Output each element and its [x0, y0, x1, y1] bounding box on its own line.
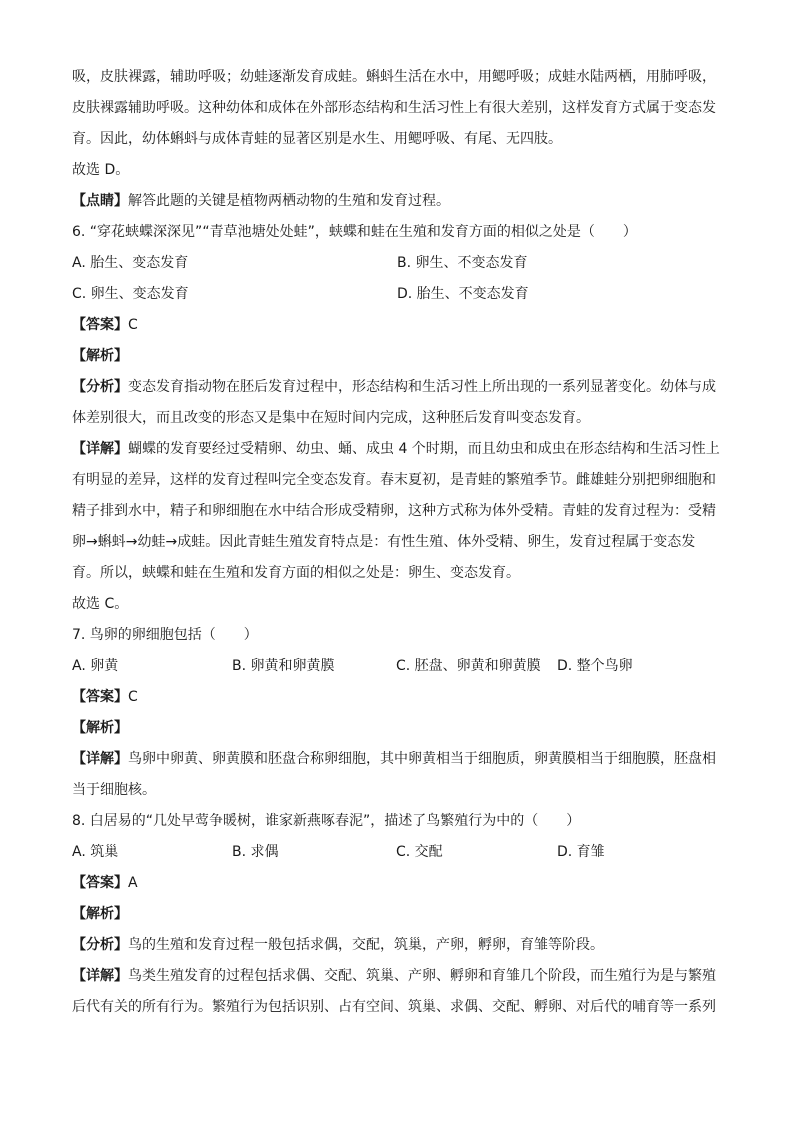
q7-detail-line-2: 当于细胞核。	[72, 782, 156, 798]
q7-jiexi-heading: 【解析】	[72, 720, 128, 736]
q5-text-line-1: 吸，皮肤裸露，辅助呼吸；幼蛙逐渐发育成蛙。蝌蚪生活在水中，用鳃呼吸；成蛙水陆两栖，用肺呼吸，	[72, 69, 716, 85]
q6-option-c: C. 卵生、变态发育	[72, 286, 189, 302]
q8-option-d: D. 育雏	[557, 844, 605, 860]
answer-tag: 【答案】	[72, 317, 128, 333]
q8-option-c: C. 交配	[396, 844, 443, 860]
detail-tag: 【详解】	[72, 968, 128, 984]
q7-detail-line-1	[72, 744, 732, 775]
q6-stem: 6. “穿花蛱蝶深深见”“青草池塘处处蛙”，蛱蝶和蛙在生殖和发育方面的相似之处是（ ）	[72, 224, 637, 240]
detail-tag: 【详解】	[72, 751, 128, 767]
q6-options-row-2	[72, 279, 732, 310]
q6-option-b: B. 卵生、不变态发育	[397, 255, 528, 271]
analysis-tag: 【分析】	[72, 379, 128, 395]
q8-detail-line-2: 后代有关的所有行为。繁殖行为包括识别、占有空间、筑巢、求偶、交配、孵卵、对后代的哺育等一系列	[72, 999, 716, 1015]
analysis-text: 鸟的生殖和发育过程一般包括求偶，交配，筑巢，产卵，孵卵，育雏等阶段。	[128, 937, 604, 953]
q8-jiexi-heading: 【解析】	[72, 906, 128, 922]
detail-text: 蝴蝶的发育要经过受精卵、幼虫、蛹、成虫 4 个时期，而且幼虫和成虫在形态结构和生活习性上	[128, 441, 720, 457]
q6-detail-line-5: 育。所以，蛱蝶和蛙在生殖和发育方面的相似之处是：卵生、变态发育。	[72, 565, 520, 581]
q6-options-row-1	[72, 248, 732, 279]
q8-analysis-line-1	[72, 930, 732, 961]
q5-point	[72, 186, 732, 217]
q5-text-line-3: 育。因此，幼体蝌蚪与成体青蛙的显著区别是水生、用鳃呼吸、有尾、无四肢。	[72, 131, 562, 147]
q6-detail-line-4: 卵→蝌蚪→幼蛙→成蛙。因此青蛙生殖发育特点是：有性生殖、体外受精、卵生，发育过程属于变态发	[72, 534, 696, 550]
q7-answer	[72, 682, 732, 713]
q8-option-b: B. 求偶	[232, 844, 279, 860]
q6-answer	[72, 310, 732, 341]
q7-options-row	[72, 651, 732, 682]
detail-text: 鸟卵中卵黄、卵黄膜和胚盘合称卵细胞，其中卵黄相当于细胞质，卵黄膜相当于细胞膜，胚盘相	[128, 751, 716, 767]
q5-text-line-2: 皮肤裸露辅助呼吸。这种幼体和成体在外部形态结构和生活习性上有很大差别，这样发育方式属于变态发	[72, 100, 716, 116]
q6-detail-line-1	[72, 434, 732, 465]
q6-detail-line-2: 有明显的差异，这样的发育过程叫完全变态发育。春末夏初，是青蛙的繁殖季节。雌雄蛙分别把卵细胞和	[72, 472, 716, 488]
answer-tag: 【答案】	[72, 875, 128, 891]
answer-value: C	[128, 317, 138, 333]
answer-tag: 【答案】	[72, 689, 128, 705]
answer-value: A	[128, 875, 138, 891]
q6-detail-line-3: 精子排到水中，精子和卵细胞在水中结合形成受精卵，这种方式称为体外受精。青蛙的发育过程为：受精	[72, 503, 716, 519]
point-tag: 【点睛】	[72, 193, 128, 209]
q7-option-c: C. 胚盘、卵黄和卵黄膜	[396, 658, 541, 674]
document-page	[72, 62, 732, 1023]
q7-option-d: D. 整个鸟卵	[557, 658, 633, 674]
analysis-text: 变态发育指动物在胚后发育过程中，形态结构和生活习性上所出现的一系列显著变化。幼体与成	[128, 379, 716, 395]
q6-option-d: D. 胎生、不变态发育	[397, 286, 529, 302]
q8-detail-line-1	[72, 961, 732, 992]
analysis-tag: 【分析】	[72, 937, 128, 953]
q6-choice: 故选 C。	[72, 596, 129, 612]
q8-answer	[72, 868, 732, 899]
q6-analysis-line-2: 体差别很大，而且改变的形态又是集中在短时间内完成，这种胚后发育叫变态发育。	[72, 410, 590, 426]
q8-options-row	[72, 837, 732, 868]
q8-option-a: A. 筑巢	[72, 844, 119, 860]
q6-option-a: A. 胎生、变态发育	[72, 255, 189, 271]
q7-option-b: B. 卵黄和卵黄膜	[232, 658, 335, 674]
detail-text: 鸟类生殖发育的过程包括求偶、交配、筑巢、产卵、孵卵和育雏几个阶段，而生殖行为是与繁殖	[128, 968, 716, 984]
detail-tag: 【详解】	[72, 441, 128, 457]
answer-value: C	[128, 689, 138, 705]
point-text: 解答此题的关键是植物两栖动物的生殖和发育过程。	[128, 193, 450, 209]
q8-stem: 8. 白居易的“几处早莺争暖树，谁家新燕啄春泥”，描述了鸟繁殖行为中的（ ）	[72, 813, 581, 829]
q6-jiexi-heading: 【解析】	[72, 348, 128, 364]
q7-option-a: A. 卵黄	[72, 658, 119, 674]
q5-choice: 故选 D。	[72, 162, 130, 178]
q7-stem: 7. 鸟卵的卵细胞包括（ ）	[72, 627, 258, 643]
q6-analysis-line-1	[72, 372, 732, 403]
